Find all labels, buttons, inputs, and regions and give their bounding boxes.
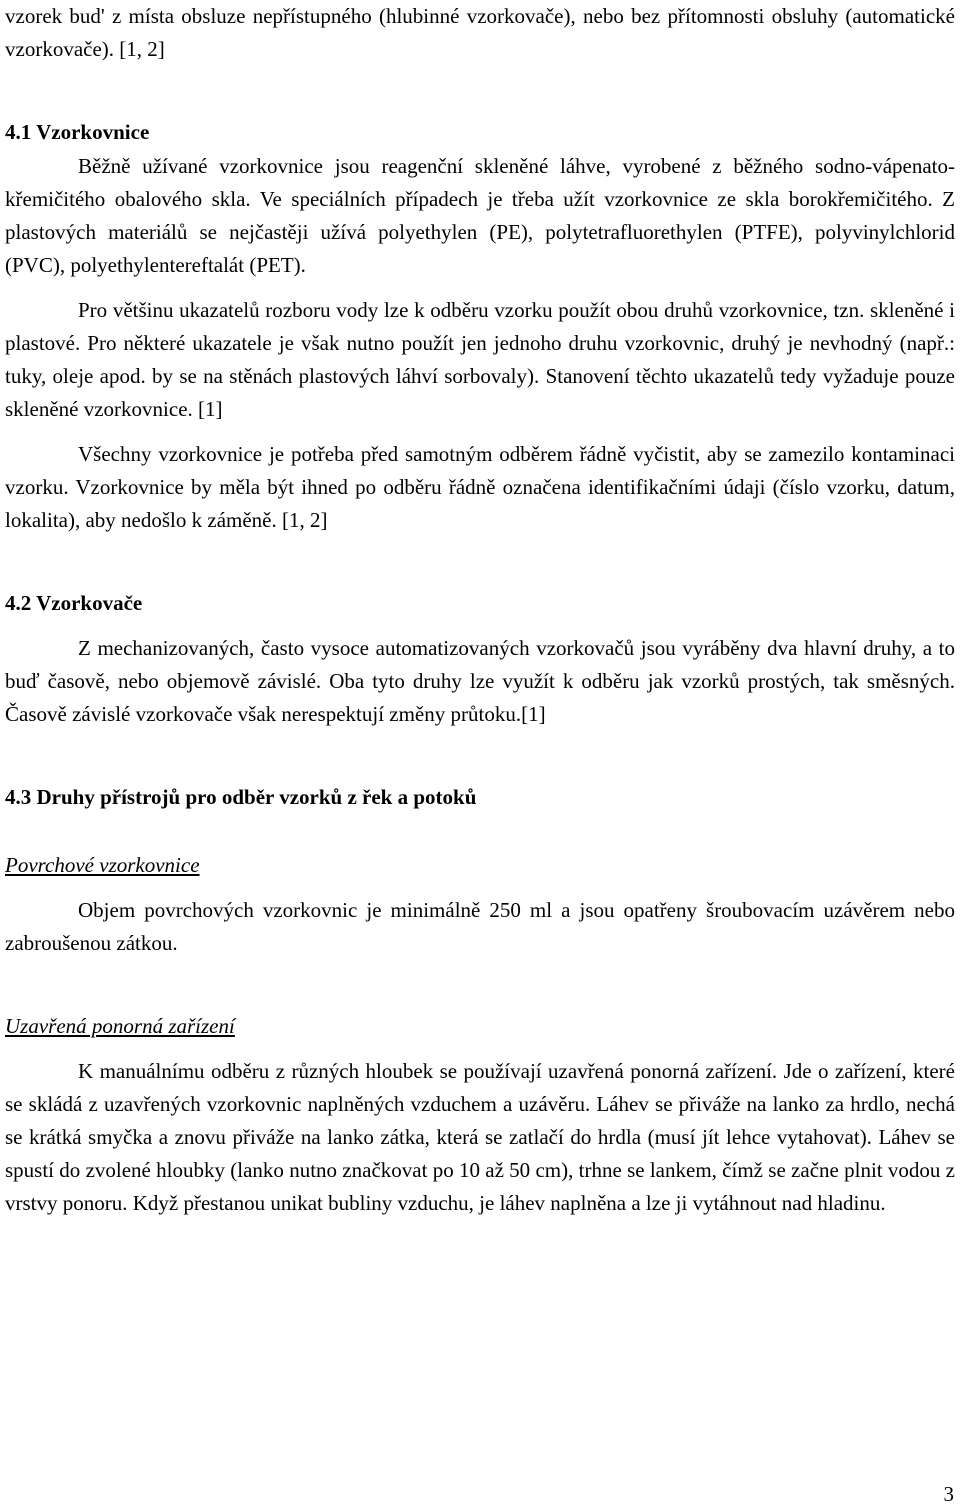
paragraph: K manuálnímu odběru z různých hloubek se používají uzavřená ponorná zařízení. Jde o zařízení, které se skládá z uzavřených vzorkovnic naplněných vzduchem a uzávěru. Láhev se přiváže na lanko za hrdlo, nechá se krátká smyčka a znovu přiváže na lanko zátka, která se zatlačí do hrdla (musí jít lehce vytahovat). Láhev se spustí do zvolené hloubky (lanko nutno značkovat po 10 až 50 cm), trhne se lankem, čímž se začne plnit vodou z vrstvy ponoru. Když přestanou unikat bubliny vzduchu, je láhev naplněna a lze ji vytáhnout nad hladinu.: [5, 1059, 955, 1215]
page-number: 3: [943, 1482, 954, 1506]
paragraph: Pro většinu ukazatelů rozboru vody lze k odběru vzorku použít obou druhů vzorkovnice, tzn. skleněné i plastové. Pro některé ukazatele je však nutno použít jen jednoho druhu vzorkovnic, druhý je nevhodný (např.: tuky, oleje apod. by se na stěnách plastových láhví sorbovaly). Stanovení těchto ukazatelů tedy vyžaduje pouze skleněné vzorkovnice. [1]: [5, 298, 955, 421]
section-heading-4-1: 4.1 Vzorkovnice: [5, 120, 150, 144]
paragraph: Z mechanizovaných, často vysoce automatizovaných vzorkovačů jsou vyráběny dva hlavní druhy, a to buď časově, nebo objemově závislé. Oba tyto druhy lze využít k odběru jak vzorků prostých, tak směsných. Časově závislé vzorkovače však nerespektují změny průtoku.[1]: [5, 636, 955, 726]
subsection-heading-surface: Povrchové vzorkovnice: [5, 853, 200, 877]
document-page: [5, 0, 955, 1220]
intro-paragraph: vzorek bud' z místa obsluze nepřístupného (hlubinné vzorkovače), nebo bez přítomnosti obsluhy (automatické vzorkovače). [1, 2]: [5, 4, 955, 61]
subsection-heading-closed-device: Uzavřená ponorná zařízení: [5, 1014, 235, 1038]
paragraph: Všechny vzorkovnice je potřeba před samotným odběrem řádně vyčistit, aby se zamezilo kontaminaci vzorku. Vzorkovnice by měla být ihned po odběru řádně označena identifikačními údaji (číslo vzorku, datum, lokalita), aby nedošlo k záměně. [1, 2]: [5, 442, 955, 532]
section-heading-4-3: 4.3 Druhy přístrojů pro odběr vzorků z řek a potoků: [5, 785, 477, 809]
paragraph: Běžně užívané vzorkovnice jsou reagenční skleněné láhve, vyrobené z běžného sodno-vápenato-křemičitého obalového skla. Ve speciálních případech je třeba užít vzorkovnice ze skla borokřemičitého. Z plastových materiálů se nejčastěji užívá polyethylen (PE), polytetrafluorethylen (PTFE), polyvinylchlorid (PVC), polyethylentereftalát (PET).: [5, 154, 955, 277]
section-heading-4-2: 4.2 Vzorkovače: [5, 591, 143, 615]
paragraph: Objem povrchových vzorkovnic je minimálně 250 ml a jsou opatřeny šroubovacím uzávěrem nebo zabroušenou zátkou.: [5, 898, 955, 955]
